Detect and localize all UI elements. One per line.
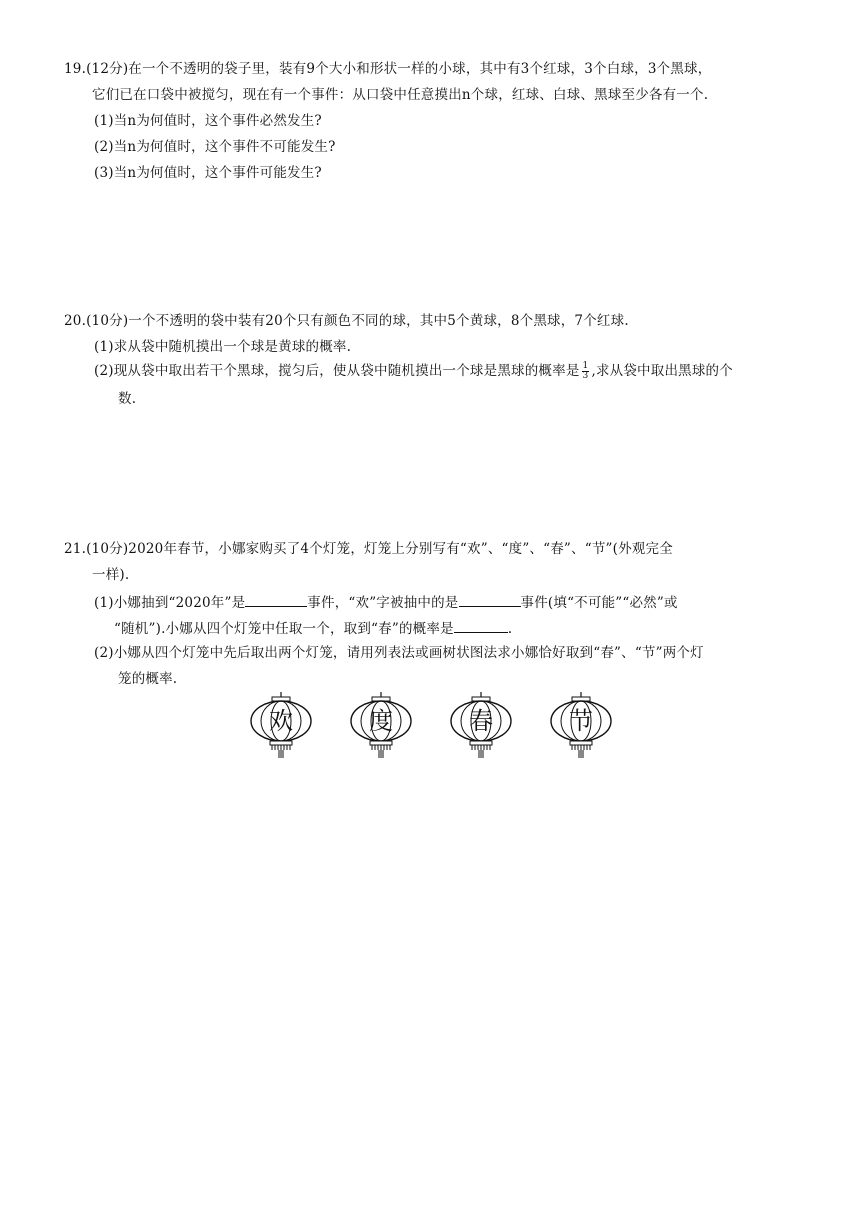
- q21-stem-line2: 一样).: [92, 567, 130, 583]
- answer-blank-3[interactable]: [454, 618, 508, 633]
- q20-part2-line2: 数.: [118, 391, 137, 407]
- q21-part1-text-b: 事件，“欢”字被抽中的是: [307, 595, 459, 611]
- lantern-jie: [546, 692, 616, 762]
- fraction-denominator: 3: [582, 371, 589, 381]
- fraction-numerator: 1: [582, 361, 589, 371]
- lantern-chun: [446, 692, 516, 762]
- lantern-character: 节: [569, 707, 593, 735]
- lantern-character: 欢: [269, 707, 293, 735]
- q19-stem-line1: 19.(12分)在一个不透明的袋子里，装有9个大小和形状一样的小球，其中有3个红球，3个白球，3个黑球，: [64, 61, 712, 77]
- fraction-one-third: [582, 362, 590, 381]
- lantern-du: [346, 692, 416, 762]
- q19-part3: (3)当n为何值时，这个事件可能发生?: [94, 165, 322, 181]
- q19-stem-line2: 它们已在口袋中被搅匀，现在有一个事件：从口袋中任意摸出n个球，红球、白球、黑球至少各有一个.: [92, 87, 709, 103]
- q21-part1-text-c: 事件(填“不可能”“必然”或: [520, 595, 678, 611]
- q20-part2-text-b: ,求从袋中取出黑球的个: [591, 363, 733, 379]
- q21-part2-line2: 笼的概率.: [118, 671, 178, 687]
- lantern-character: 春: [469, 707, 493, 735]
- q21-part1-text-e: .: [507, 621, 513, 637]
- q21-stem-line1: 21.(10分)2020年春节，小娜家购买了4个灯笼，灯笼上分别写有“欢”、“度”、“春”、“节”(外观完全: [64, 541, 673, 557]
- answer-blank-1[interactable]: [245, 592, 307, 607]
- lantern-character: 度: [369, 707, 393, 735]
- q21-part1-text-a: (1)小娜抽到“2020年”是: [94, 595, 246, 611]
- q21-part1-text-d: “随机”).小娜从四个灯笼中任取一个，取到“春”的概率是: [114, 621, 454, 637]
- q20-part2-text-a: (2)现从袋中取出若干个黑球，搅匀后，使从袋中随机摸出一个球是黑球的概率是: [94, 363, 580, 379]
- q20-part2-line1: [94, 362, 733, 381]
- q21-part2-line1: (2)小娜从四个灯笼中先后取出两个灯笼，请用列表法或画树状图法求小娜恰好取到“春”、“节”两个灯: [94, 645, 704, 661]
- lantern-huan: [246, 692, 316, 762]
- answer-blank-2[interactable]: [459, 592, 521, 607]
- q19-part2: (2)当n为何值时，这个事件不可能发生?: [94, 139, 336, 155]
- lanterns-figure: [246, 692, 626, 762]
- q20-part1: (1)求从袋中随机摸出一个球是黄球的概率.: [94, 339, 352, 355]
- q20-stem: 20.(10分)一个不透明的袋中装有20个只有颜色不同的球，其中5个黄球，8个黑球，7个红球.: [64, 313, 629, 329]
- q19-part1: (1)当n为何值时，这个事件必然发生?: [94, 113, 322, 129]
- q21-part1-line1: [94, 592, 678, 612]
- q21-part1-line2: [114, 618, 512, 638]
